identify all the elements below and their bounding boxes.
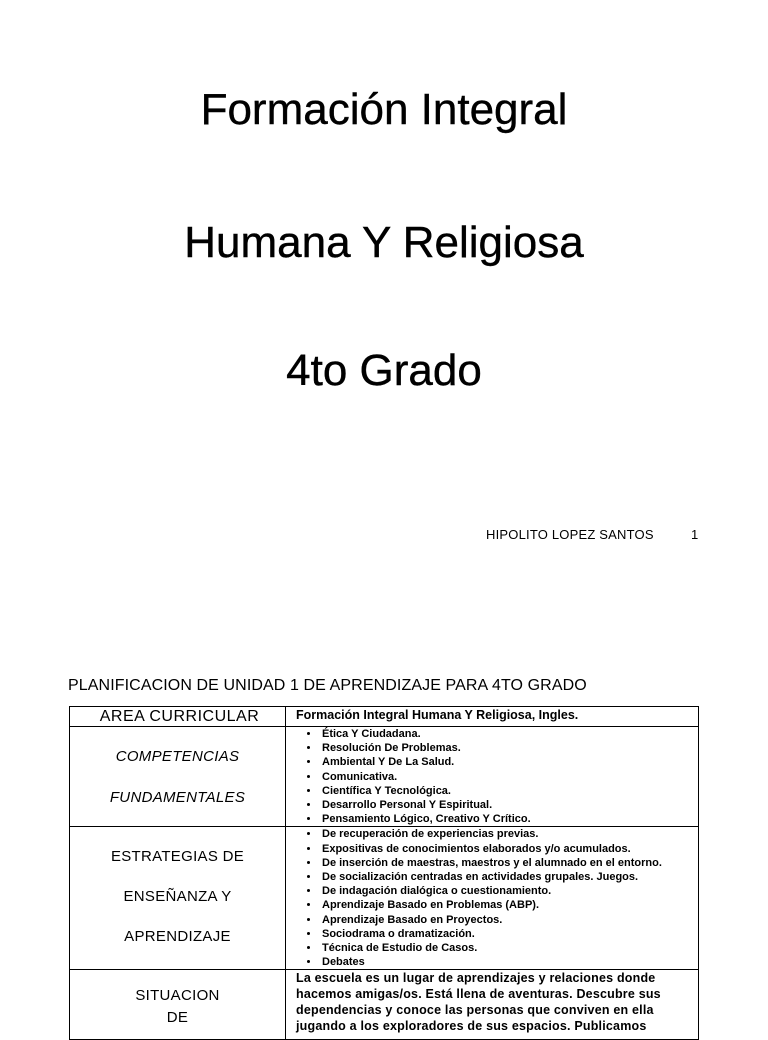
estrategias-list — [292, 827, 698, 969]
competencias-item: • Comunicativa. — [320, 770, 698, 784]
situacion-label — [70, 970, 286, 1040]
author-name: HIPOLITO LOPEZ SANTOS — [486, 527, 654, 542]
competencias-item: • Resolución De Problemas. — [320, 741, 698, 755]
estrategias-label-line-3: APRENDIZAJE — [124, 928, 231, 946]
competencias-item: • Científica Y Tecnológica. — [320, 784, 698, 798]
table-row-estrategias — [70, 827, 699, 970]
competencias-item: • Ambiental Y De La Salud. — [320, 755, 698, 769]
title-line-1: Formación Integral — [200, 85, 568, 134]
estrategias-list-cell — [286, 827, 699, 970]
competencias-item: • Desarrollo Personal Y Espiritual. — [320, 798, 698, 812]
competencias-label-line-2: FUNDAMENTALES — [109, 789, 246, 806]
estrategias-label — [70, 827, 286, 970]
estrategias-item: • Sociodrama o dramatización. — [320, 927, 698, 941]
competencias-list — [292, 727, 698, 826]
estrategias-item: • Aprendizaje Basado en Problemas (ABP). — [320, 898, 698, 912]
table-row-competencias — [70, 727, 699, 827]
estrategias-item: • Técnica de Estudio de Casos. — [320, 941, 698, 955]
competencias-label-line-1: COMPETENCIAS — [115, 748, 240, 765]
estrategias-item: • Aprendizaje Basado en Proyectos. — [320, 913, 698, 927]
competencias-item: • Ética Y Ciudadana. — [320, 727, 698, 741]
table-row-situacion — [70, 970, 699, 1040]
title-line-2: Humana Y Religiosa — [184, 218, 584, 267]
competencias-label — [70, 727, 286, 827]
situacion-label-line-1: SITUACION — [135, 987, 220, 1005]
estrategias-item: • De socialización centradas en actividades grupales. Juegos. — [320, 870, 698, 884]
estrategias-item: • De inserción de maestras, maestros y el alumnado en el entorno. — [320, 856, 698, 870]
area-label: AREA CURRICULAR — [70, 707, 286, 727]
page-footer — [486, 527, 699, 542]
page-number: 1 — [691, 527, 699, 542]
title-line-3: 4to Grado — [286, 346, 482, 395]
situacion-text: La escuela es un lugar de aprendizajes y relaciones donde hacemos amigas/os. Está llena de aventuras. Descubre sus dependencias y conoce las personas que conviven en ella jugando a los exploradores de sus espacios. Publicamos — [286, 970, 699, 1040]
estrategias-item: • Expositivas de conocimientos elaborados y/o acumulados. — [320, 842, 698, 856]
estrategias-item: • De recuperación de experiencias previas. — [320, 827, 698, 841]
competencias-list-cell — [286, 727, 699, 827]
table-row-area — [70, 707, 699, 727]
estrategias-label-line-2: ENSEÑANZA Y — [123, 888, 232, 906]
estrategias-item: • De indagación dialógica o cuestionamiento. — [320, 884, 698, 898]
planning-table — [69, 706, 699, 1040]
section-heading: PLANIFICACION DE UNIDAD 1 DE APRENDIZAJE PARA 4TO GRADO — [68, 677, 587, 694]
situacion-label-line-2: DE — [166, 1009, 189, 1027]
estrategias-label-line-1: ESTRATEGIAS DE — [110, 848, 245, 866]
estrategias-item: • Debates — [320, 955, 698, 969]
area-value: Formación Integral Humana Y Religiosa, Ingles. — [286, 707, 699, 727]
competencias-item: • Pensamiento Lógico, Creativo Y Crítico. — [320, 812, 698, 826]
